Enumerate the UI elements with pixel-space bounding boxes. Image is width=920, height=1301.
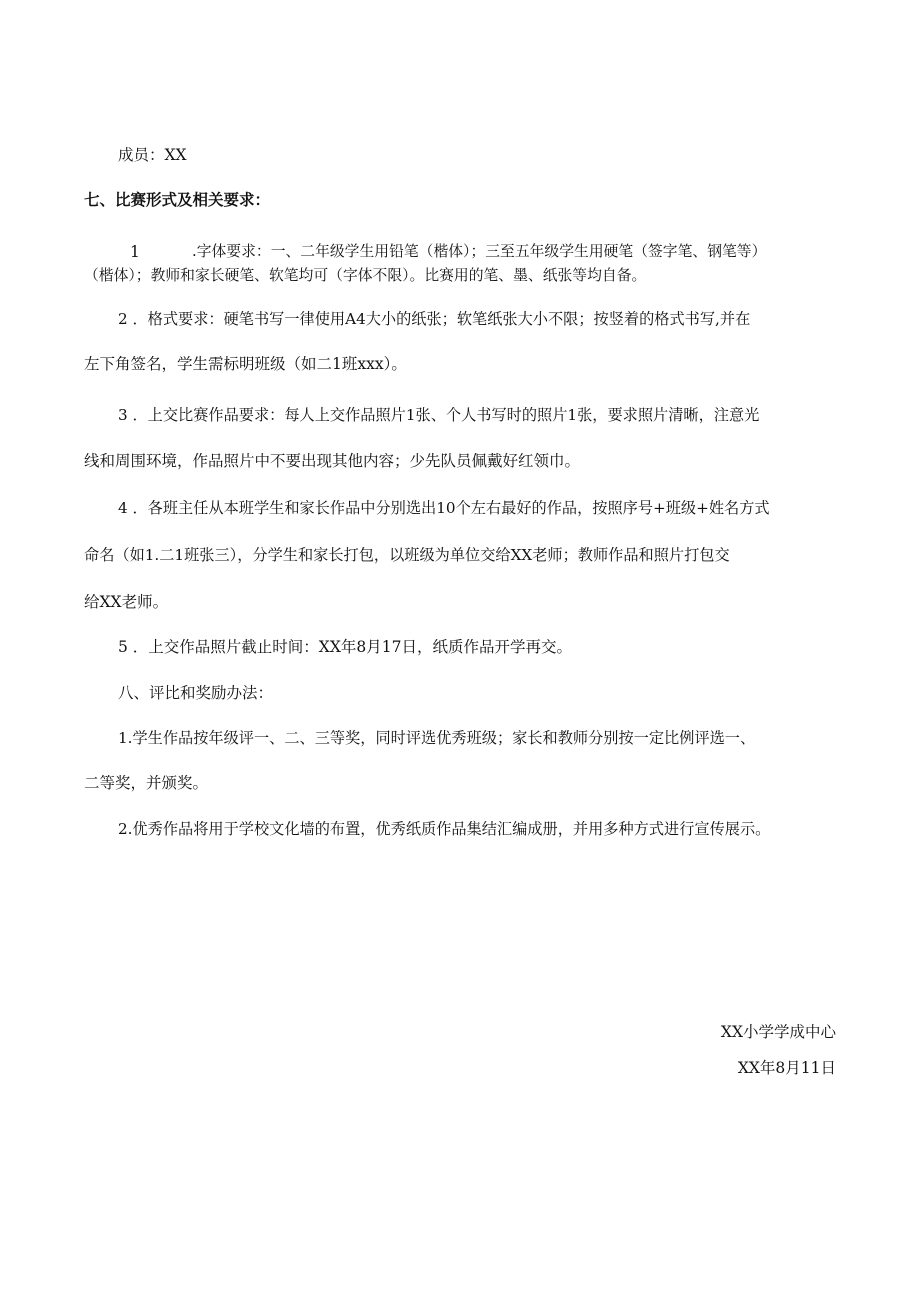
item-4-line-3: 给XX老师。 <box>84 593 169 611</box>
item-1-line-2: （楷体）；教师和家长硬笔、软笔均可（字体不限）。比赛用的笔、墨、纸张等均自备。 <box>84 267 647 284</box>
award-1-line-1: 1.学生作品按年级评一、二、三等奖，同时评选优秀班级；家长和教师分别按一定比例评选一、 <box>118 729 756 747</box>
signature-organization: XX小学学成中心 <box>720 1023 836 1041</box>
signature-date: XX年8月11日 <box>737 1059 836 1077</box>
section-7-heading: 七、比赛形式及相关要求： <box>84 191 271 209</box>
members-line: 成员：XX <box>118 146 187 164</box>
item-2-line-2: 左下角签名，学生需标明班级（如二1班xxx）。 <box>84 355 407 373</box>
item-2-line-1: 2 ．格式要求：硬笔书写一律使用A4大小的纸张；软笔纸张大小不限；按竖着的格式书写,并在 <box>118 310 751 328</box>
award-1-line-2: 二等奖，并颁奖。 <box>84 774 209 792</box>
item-4-line-2: 命名（如1.二1班张三），分学生和家长打包，以班级为单位交给XX老师；教师作品和照片打包交 <box>84 546 730 564</box>
section-8-heading: 八、评比和奖励办法： <box>118 684 274 702</box>
item-5-line-1: 5 ．上交作品照片截止时间：XX年8月17日，纸质作品开学再交。 <box>118 638 572 656</box>
item-1-number: 1 <box>130 243 140 261</box>
item-1-line-1: .字体要求：一、二年级学生用铅笔（楷体）；三至五年级学生用硬笔（签字笔、钢笔等） <box>192 243 767 260</box>
item-3-line-2: 线和周围环境，作品照片中不要出现其他内容；少先队员佩戴好红领巾。 <box>84 452 581 470</box>
item-4-line-1: 4 ．各班主任从本班学生和家长作品中分别选出10个左右最好的作品，按照序号+班级+姓名方式 <box>118 499 770 517</box>
item-3-line-1: 3 ．上交比赛作品要求：每人上交作品照片1张、个人书写时的照片1张，要求照片清晰，注意光 <box>118 406 760 424</box>
award-2-line-1: 2.优秀作品将用于学校文化墙的布置，优秀纸质作品集结汇编成册，并用多种方式进行宣传展示。 <box>118 820 771 838</box>
